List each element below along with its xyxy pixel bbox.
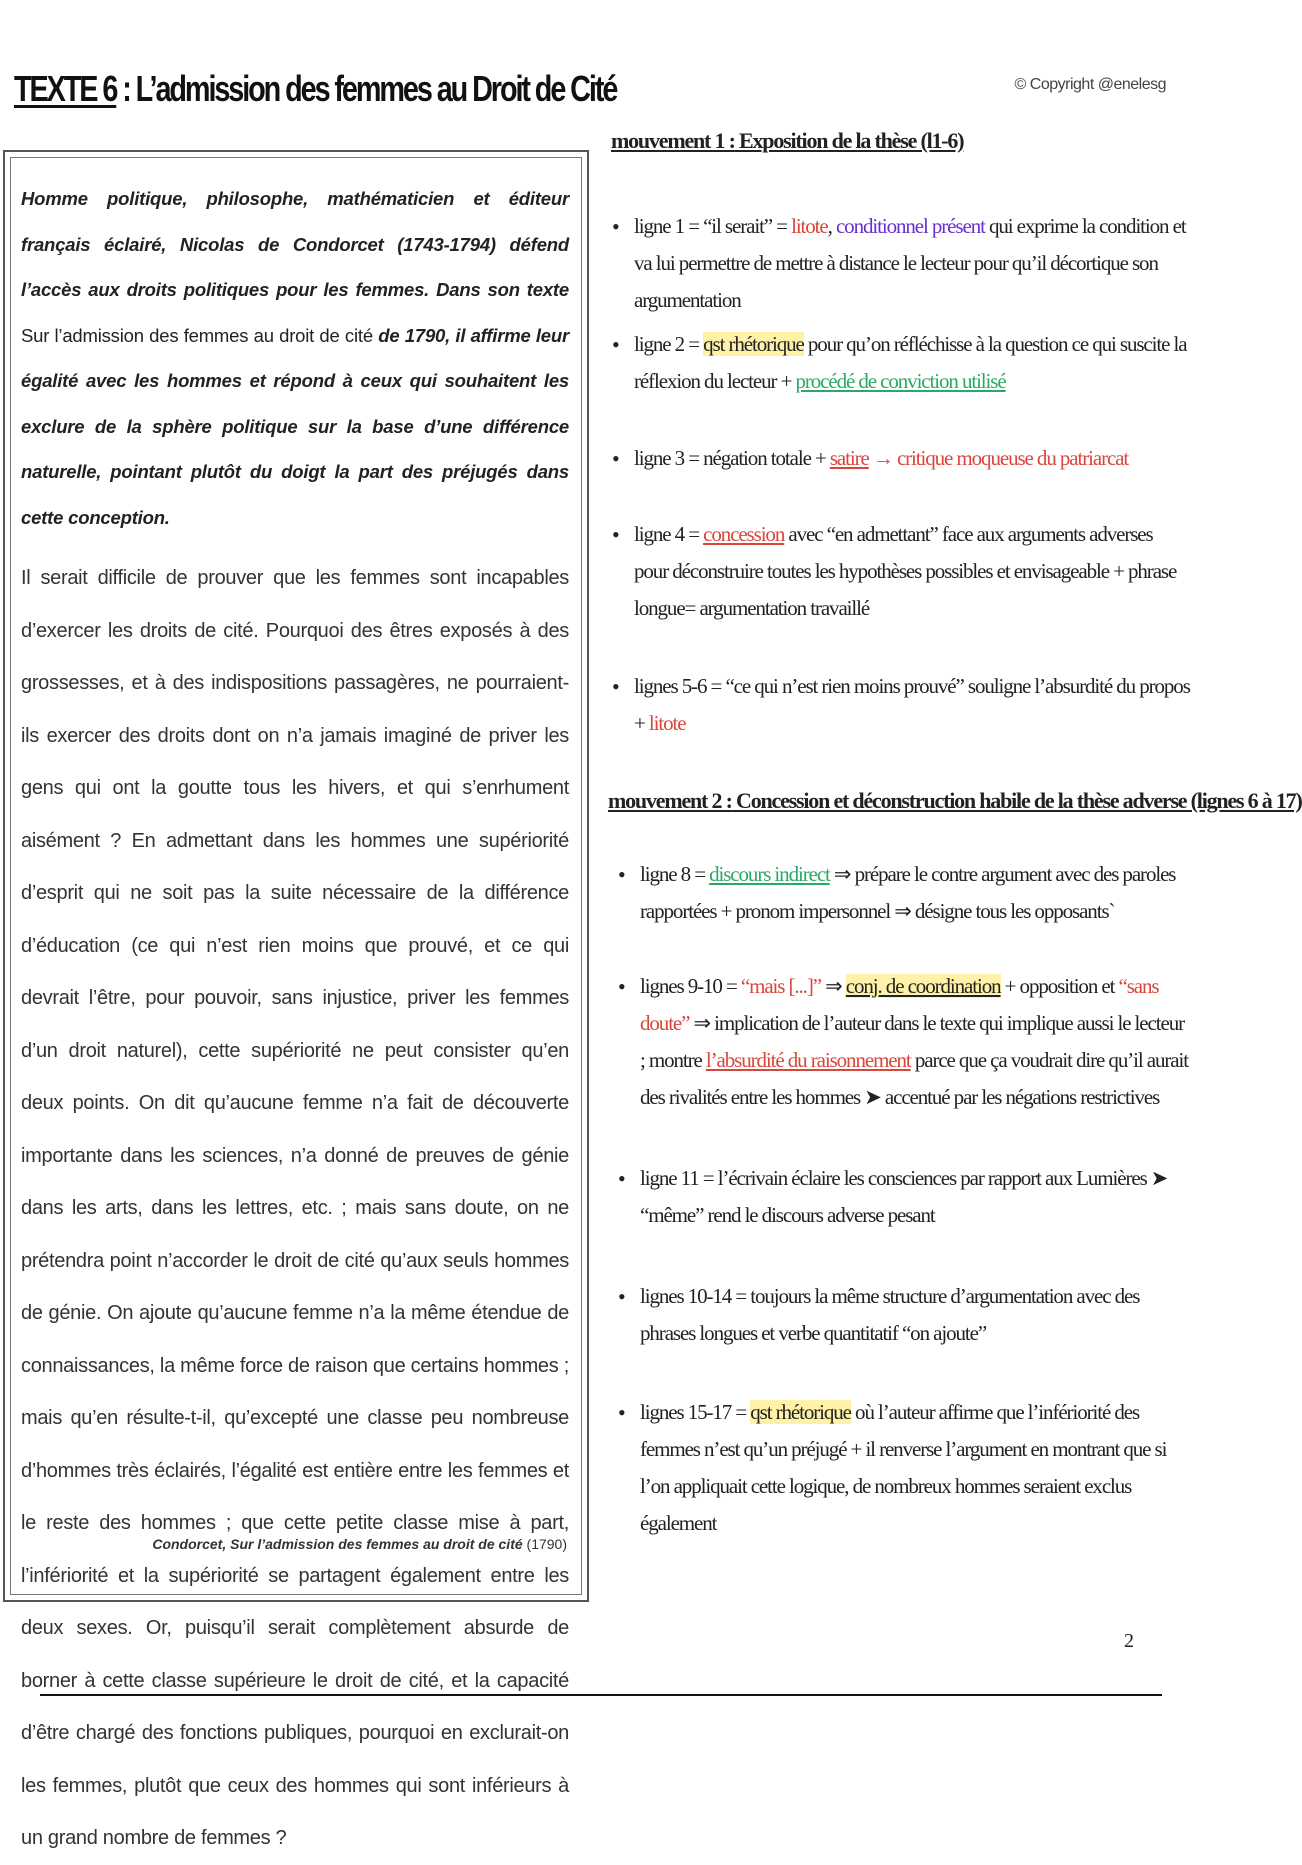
movement-1-points-2 [612,326,1190,400]
term-satire: satire [829,446,869,470]
list-item [612,668,1190,742]
source-text-box [3,150,589,1849]
term-litote: litote [648,711,686,735]
point-text: ligne 4 = [634,522,704,546]
movement-1-points-5 [612,668,1190,742]
bullet-icon: • [618,1400,625,1425]
term-procede-conviction: procédé de conviction utilisé [795,369,1006,393]
point-text: avec “en admettant” face aux arguments adverses pour déconstruire toutes les hypothèses possibles et envisageable + phrase longue= argumentation travaillé [634,522,1177,620]
list-item [612,440,1190,477]
term-absurdite: l’absurdité du raisonnement [705,1048,911,1072]
movement-1-points-3 [612,440,1190,477]
point-text: ⇒ prépare le contre argument avec des paroles rapportées + pronom impersonnel ⇒ désigne tous les opposants` [640,862,1176,923]
point-text: ligne 11 = l’écrivain éclaire les consciences par rapport aux Lumières ➤ “même” rend le discours adverse pesant [640,1166,1168,1227]
movement-2-points-3 [618,1160,1192,1234]
point-text: ligne 3 = négation totale + [634,446,830,470]
title-number: TEXTE 6 [14,68,117,109]
term-sans-doute: “sans doute” [640,974,1159,1035]
list-item [618,968,1192,1116]
movement-1-heading [611,128,963,154]
point-text: qui exprime la condition et va lui permettre de mettre à distance le lecteur pour qu’il décortique son argumentation [634,214,1186,312]
movement-2-label: mouvement 2 : [608,788,732,813]
bullet-icon: • [612,332,619,357]
point-text: lignes 10-14 = toujours la même structure d’argumentation avec des phrases longues et verbe quantitatif “on ajoute” [640,1284,1140,1345]
movement-2-title: Concession et déconstruction habile de la thèse adverse (lignes 6 à 17) [731,788,1302,813]
movement-2-points [618,856,1192,930]
excerpt-signature [152,1536,567,1552]
term-conj-coordination: conj. de coordination [845,974,1001,998]
list-item [618,1394,1192,1542]
excerpt-text: Il serait difficile de prouver que les femmes sont incapables d’exercer les droits de cité. Pourquoi des êtres exposés à des grossesses, et à des indispositions passagères, ne pourraient-ils exercer des droits dont on n’a jamais imaginé de priver les gens qui ont la goutte tous les hivers, et qui s’enrhument aisément ? En admettant dans les hommes une supériorité d’esprit qui ne soit pas la suite nécessaire de la différence d’éducation (ce qui n’est rien moins que prouvé, et ce qui devrait l’être, pour pouvoir, sans injustice, priver les femmes d’un droit naturel), cette supériorité ne peut consister qu’en deux points. On dit qu’aucune femme n’a fait de découverte importante dans les sciences, n’a donné de preuves de génie dans les arts, dans les lettres, etc. ; mais sans doute, on ne prétendra point n’accorder le droit de cité qu’aux seuls hommes de génie. On ajoute qu’aucune femme n’a la même étendue de connaissances, la même force de raison que certains hommes ; mais qu’en résulte-t-il, qu’excepté une classe peu nombreuse d’hommes très éclairés, l’égalité est entière entre les femmes et le reste des hommes ; que cette petite classe mise à part, l’infériorité et la supériorité se partagent également entre les deux sexes. Or, puisqu’il serait complètement absurde de borner à cette classe supérieure le droit de cité, et la capacité d’être chargé des fonctions publiques, pourquoi en exclurait-on les femmes, plutôt que ceux des hommes qui sont inférieurs à un grand nombre de femmes ? [21,567,569,1849]
point-text: ⇒ implication de l’auteur dans le texte qui implique aussi le lecteur ; montre [640,1011,1184,1072]
movement-1-title: Exposition de la thèse (l1-6) [734,128,964,153]
bullet-icon: • [618,1284,625,1309]
list-item [612,208,1190,319]
source-text-inner-frame [10,157,582,1849]
movement-2-heading [608,788,1302,814]
list-item [612,326,1190,400]
intro-part-c: de 1790, il affirme leur égalité avec les hommes et répond à ceux qui souhaitent les exclure de la sphère politique sur la base d’une différence naturelle, pointant plutôt du doigt la part des préjugés dans cette conception. [21,324,569,528]
term-question-rhetorique: qst rhétorique [750,1400,851,1424]
intro-work-title: Sur l’admission des femmes au droit de cité [21,324,379,346]
title-text: : L’admission des femmes au Droit de Cité [116,68,617,109]
point-text: ligne 2 = [634,332,704,356]
point-text: lignes 15-17 = [640,1400,751,1424]
term-mais: “mais [...]” [740,974,821,998]
arrow-icon: → [868,446,897,470]
list-item [618,1160,1192,1234]
movement-1-label: mouvement 1 : [611,128,735,153]
point-text: lignes 9-10 = [640,974,741,998]
list-item [618,1278,1192,1352]
signature-year: (1790) [526,1536,567,1552]
bottom-divider [40,1694,1162,1696]
bullet-icon: • [618,1166,625,1191]
term-question-rhetorique: qst rhétorique [703,332,804,356]
bullet-icon: • [618,862,625,887]
page-number: 2 [1124,1630,1134,1652]
point-text: ⇒ [820,974,846,998]
intro-paragraph [21,176,569,540]
movement-1-points-4 [612,516,1190,627]
page-title [14,68,616,110]
point-text: ligne 8 = [640,862,710,886]
bullet-icon: • [612,446,619,471]
point-text: + opposition et [1000,974,1119,998]
signature-author-work: Condorcet, Sur l’admission des femmes au droit de cité [152,1536,523,1552]
term-concession: concession [703,522,785,546]
bullet-icon: • [612,214,619,239]
point-text: où l’auteur affirme que l’infériorité des femmes n’est qu’un préjugé + il renverse l’argument en montrant que si l’on appliquait cette logique, de nombreux hommes seraient exclus également [640,1400,1167,1535]
bullet-icon: • [618,974,625,999]
point-text: ligne 1 = “il serait” = [634,214,792,238]
movement-2-points-2 [618,968,1192,1116]
point-text: , [827,214,836,238]
list-item [612,516,1190,627]
bullet-icon: • [612,674,619,699]
bullet-icon: • [612,522,619,547]
movement-1-points [612,208,1190,319]
term-critique: critique moqueuse du patriarcat [896,446,1129,470]
term-discours-indirect: discours indirect [709,862,830,886]
term-conditionnel: conditionnel présent [835,214,985,238]
point-text: lignes 5-6 = “ce qui n’est rien moins prouvé” souligne l’absurdité du propos + [634,674,1190,735]
point-text: parce que ça voudrait dire qu’il aurait des rivalités entre les hommes ➤ accentué par les négations restrictives [640,1048,1188,1109]
movement-2-points-4 [618,1278,1192,1352]
term-litote: litote [791,214,828,238]
movement-2-points-5 [618,1394,1192,1542]
intro-part-a: Homme politique, philosophe, mathématicien et éditeur français éclairé, Nicolas de Condorcet (1743-1794) défend l’accès aux droits politiques pour les femmes. Dans son texte [21,188,569,300]
list-item [618,856,1192,930]
copyright-notice: © Copyright @enelesg [1014,76,1166,93]
point-text: pour qu’on réfléchisse à la question ce qui suscite la réflexion du lecteur + [634,332,1187,393]
